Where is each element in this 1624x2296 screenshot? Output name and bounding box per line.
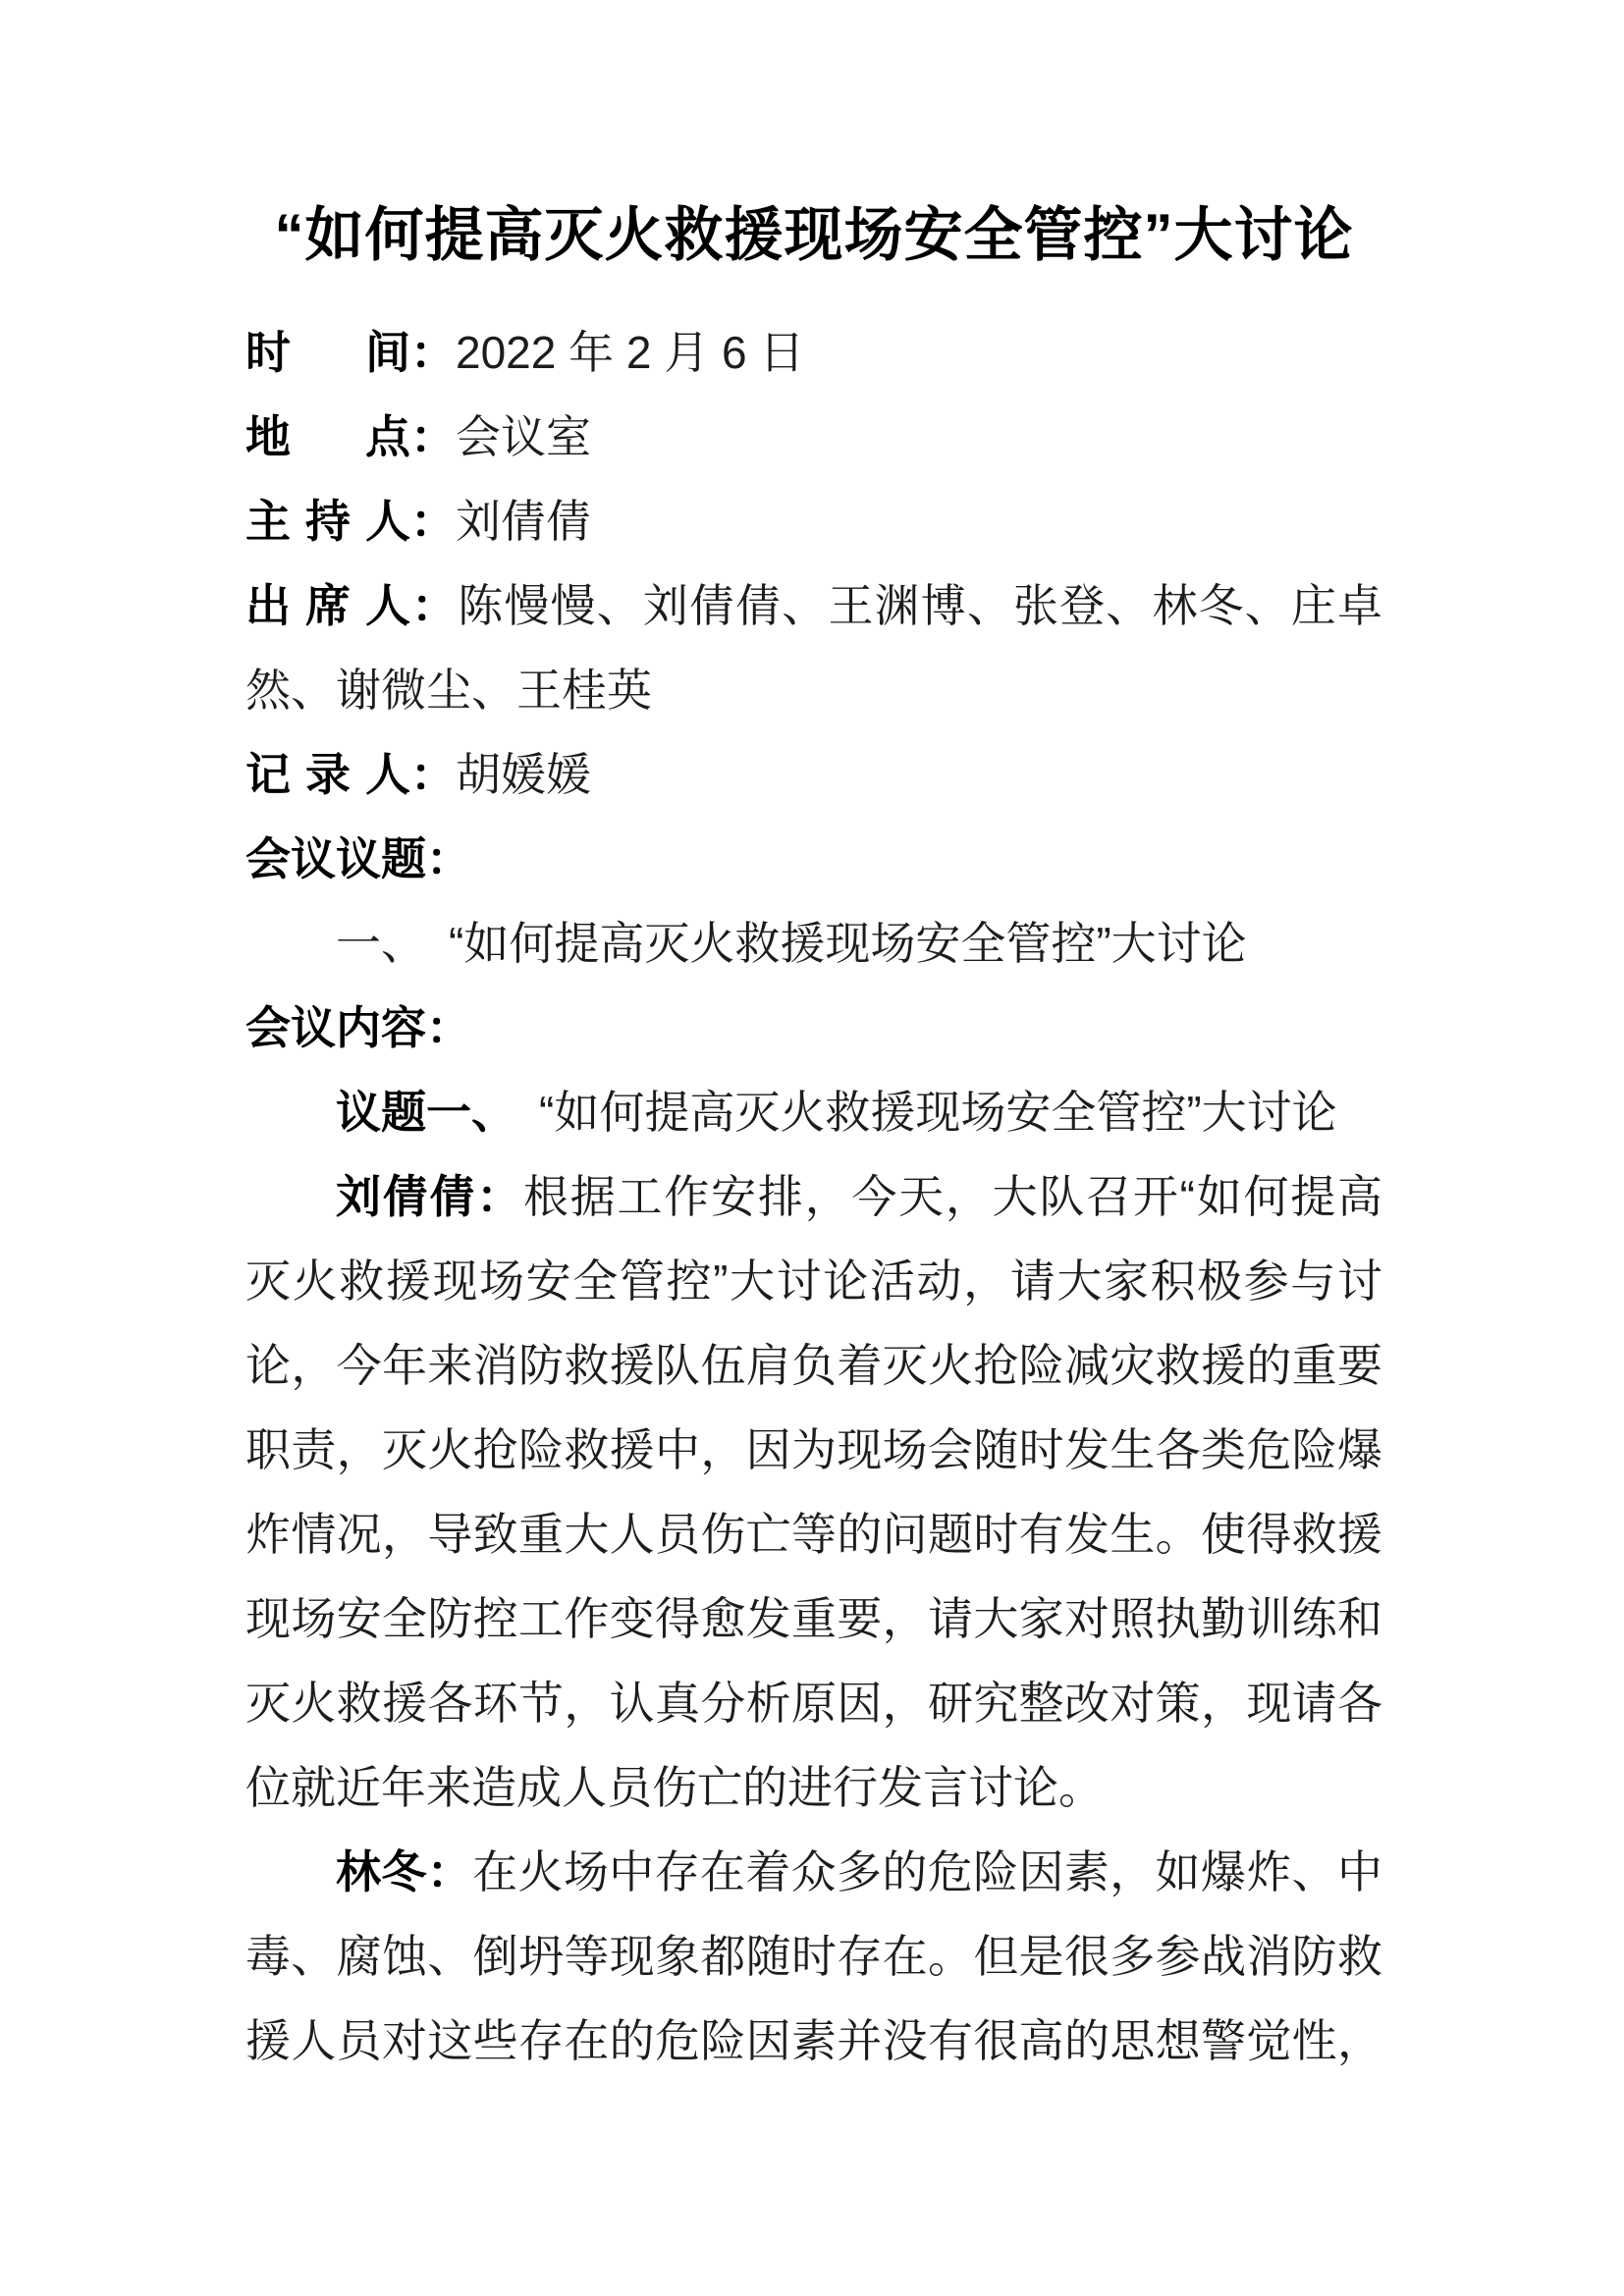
meta-attendees-label: 出席人 <box>245 580 410 631</box>
meta-attendees-row-cont <box>245 648 1382 732</box>
document-body <box>245 0 1382 2083</box>
speech2-line <box>245 1830 1382 1914</box>
meta-time-row <box>245 310 1382 395</box>
speech1-line: 位就近年来造成人员伤亡的进行发言讨论。 <box>245 1762 1104 1813</box>
colon: ： <box>410 580 459 631</box>
meta-recorder-value: 胡媛媛 <box>456 749 591 800</box>
colon: ： <box>410 411 456 462</box>
page-title: “如何提高灭火救援现场安全管控”大讨论 <box>274 202 1354 268</box>
speech1-line: 论，今年来消防救援队伍肩负着灭火抢险减灾救援的重要 <box>245 1340 1382 1391</box>
issue-text: “如何提高灭火救援现场安全管控”大讨论 <box>494 1087 1337 1138</box>
meta-host-row <box>245 479 1382 563</box>
meta-host-label: 主持人 <box>245 496 410 547</box>
meta-recorder-row <box>245 732 1382 817</box>
meta-recorder-label: 记录人 <box>245 749 410 800</box>
meta-attendees-row <box>245 563 1382 648</box>
meta-place-value: 会议室 <box>456 411 591 462</box>
speech1-line: 现场安全防控工作变得愈发重要，请大家对照执勤训练和 <box>245 1593 1382 1644</box>
speech1-line <box>245 1154 1382 1239</box>
meta-attendees-value-cont: 然、谢微尘、王桂英 <box>245 665 652 716</box>
meta-time-label: 时间 <box>245 327 410 378</box>
meta-place-label: 地点 <box>245 411 410 462</box>
meta-place-row <box>245 395 1382 479</box>
agenda-item: 一、 “如何提高灭火救援现场安全管控”大讨论 <box>336 918 1247 969</box>
issue-label: 议题一、 <box>336 1087 494 1138</box>
issue-line <box>245 1070 1382 1154</box>
speech1-line: 灭火救援各环节，认真分析原因，研究整改对策，现请各 <box>245 1678 1382 1729</box>
content-heading: 会议内容： <box>245 1002 471 1053</box>
agenda-heading: 会议议题： <box>245 833 471 884</box>
meta-attendees-value: 陈慢慢、刘倩倩、王渊博、张登、林冬、庄卓 <box>458 580 1383 631</box>
colon: ： <box>410 749 456 800</box>
speech1-line: 炸情况，导致重大人员伤亡等的问题时有发生。使得救援 <box>245 1509 1382 1560</box>
speech1-speaker: 刘倩倩： <box>336 1171 524 1222</box>
speech2-speaker: 林冬： <box>336 1846 473 1897</box>
speech2-line: 援人员对这些存在的危险因素并没有很高的思想警觉性， <box>245 2015 1382 2066</box>
speech1-line: 灭火救援现场安全管控”大讨论活动，请大家积极参与讨 <box>245 1255 1382 1307</box>
colon: ： <box>410 327 456 378</box>
speech2-line: 毒、腐蚀、倒坍等现象都随时存在。但是很多参战消防救 <box>245 1931 1382 1982</box>
speech1-line: 职责，灭火抢险救援中，因为现场会随时发生各类危险爆 <box>245 1424 1382 1475</box>
speech2-text: 在火场中存在着众多的危险因素，如爆炸、中 <box>472 1846 1383 1897</box>
speech1-text: 根据工作安排，今天，大队召开“如何提高 <box>523 1171 1382 1222</box>
meta-host-value: 刘倩倩 <box>456 496 591 547</box>
colon: ： <box>410 496 456 547</box>
meta-time-value: 2022 年 2 月 6 日 <box>456 327 805 378</box>
